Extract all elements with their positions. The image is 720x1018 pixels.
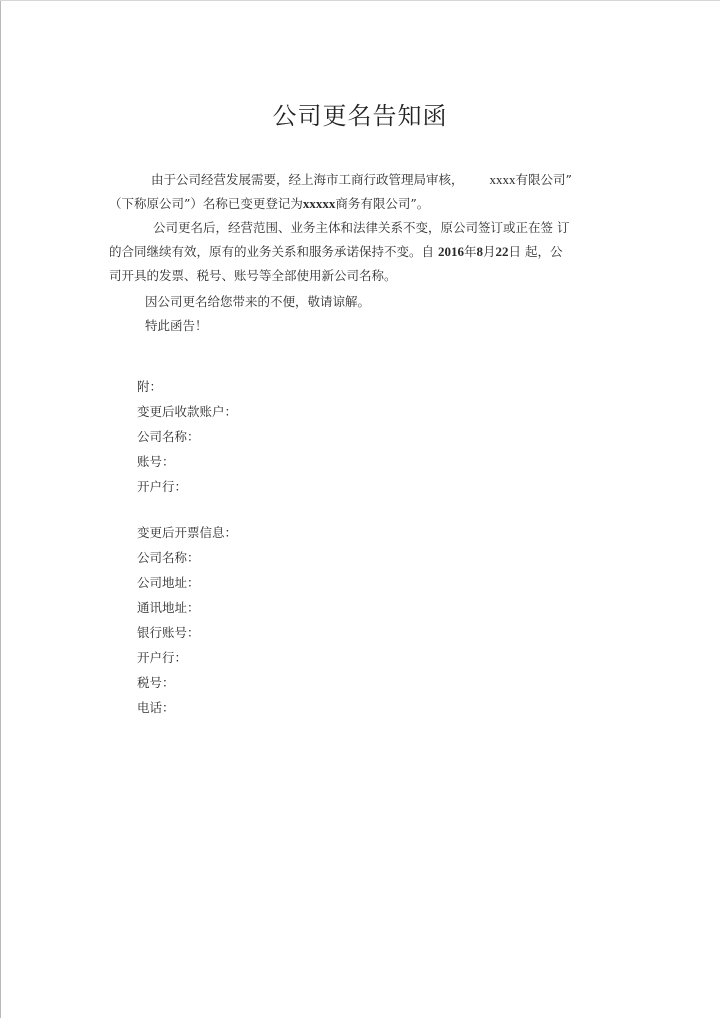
invoice-mailing-address-label: 通讯地址： [137, 600, 200, 615]
paragraph-1-line-1 [151, 168, 572, 192]
receiving-account-number-label: 账号： [137, 454, 175, 469]
receiving-company-name-label: 公司名称： [137, 429, 200, 444]
paragraph-1-text-c: （下称原公司”）名称已变更登记为 [109, 196, 303, 211]
paragraph-1-line-2 [109, 192, 429, 216]
paragraph-2-line-2 [109, 240, 563, 264]
invoice-phone-label: 电话： [137, 700, 175, 715]
closing-line: 特此函告！ [145, 318, 208, 333]
new-company-placeholder: xxxxx [302, 196, 336, 211]
attachment-label: 附： [137, 379, 163, 394]
paragraph-2-line-1: 公司更名后，经营范围、业务主体和法律关系不变，原公司签订或正在签 订 [153, 220, 570, 235]
invoice-company-name-label: 公司名称： [137, 550, 200, 565]
paragraph-2-text-a: 的合同继续有效，原有的业务关系和服务承诺保持不变。自 [109, 244, 435, 259]
invoice-bank-label: 开户行： [137, 650, 188, 665]
document-title: 公司更名告知函 [272, 102, 448, 130]
paragraph-2-line-3: 司开具的发票、税号、账号等全部使用新公司名称。 [109, 268, 397, 283]
effective-month: 8 [476, 244, 484, 259]
paragraph-1-text-d: 商务有限公司”。 [335, 196, 430, 211]
paragraph-1-text-b: 有限公司” [515, 172, 572, 187]
paragraph-2-text-b: 日 起，公 [508, 244, 563, 259]
month-unit: 月 [483, 244, 496, 259]
invoice-company-address-label: 公司地址： [137, 575, 200, 590]
apology-paragraph: 因公司更名给您带来的不便，敬请谅解。 [145, 294, 371, 309]
year-unit: 年 [464, 244, 477, 259]
paragraph-1-text-a: 由于公司经营发展需要，经上海市工商行政管理局审核， [151, 172, 464, 187]
invoice-info-heading: 变更后开票信息： [137, 525, 238, 540]
effective-day: 22 [495, 244, 509, 259]
receiving-account-heading: 变更后收款账户： [137, 404, 238, 419]
invoice-tax-number-label: 税号： [137, 675, 175, 690]
effective-year: 2016 [438, 244, 464, 259]
receiving-bank-label: 开户行： [137, 479, 188, 494]
page-top-border [0, 0, 720, 1]
page-left-border [0, 0, 1, 1018]
old-company-placeholder: xxxx [489, 172, 516, 187]
invoice-bank-account-label: 银行账号： [137, 625, 200, 640]
